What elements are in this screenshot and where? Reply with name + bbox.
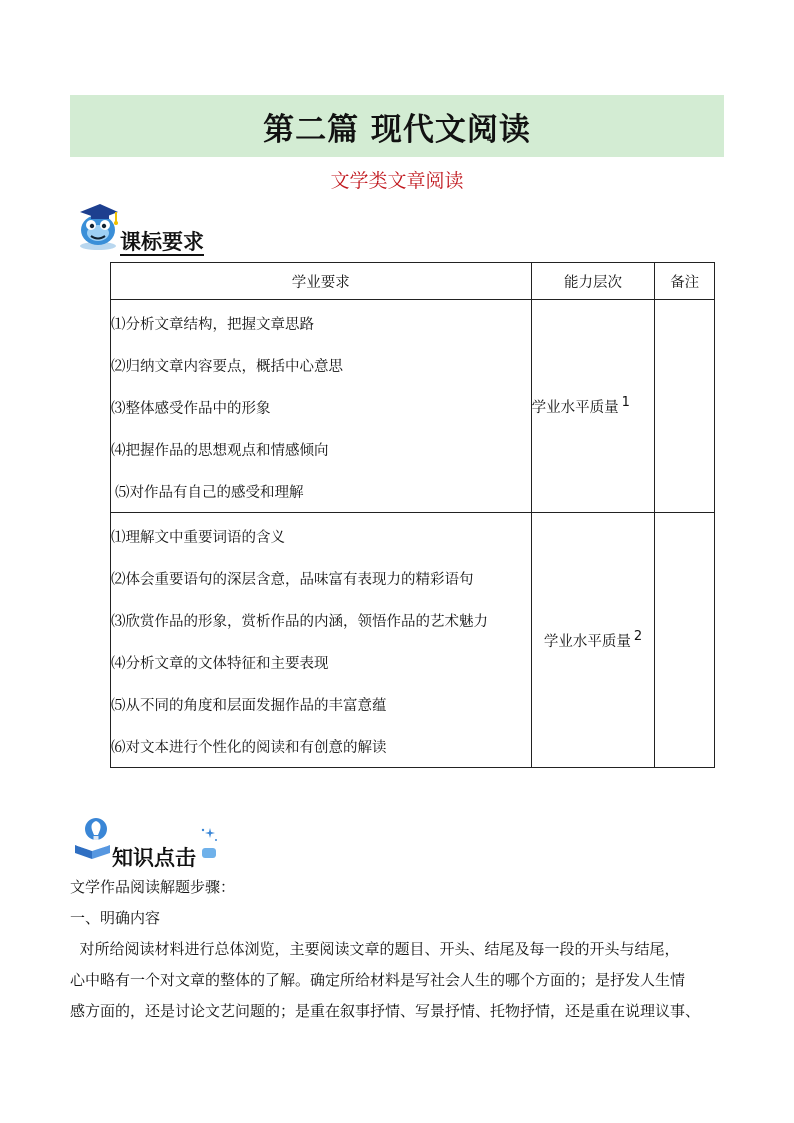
requirement-item: ⑹对文本进行个性化的阅读和有创意的解读 bbox=[111, 740, 387, 756]
intro-text: 文学作品阅读解题步骤： bbox=[70, 878, 236, 896]
ability-level-number: 1 bbox=[621, 395, 630, 411]
ability-level: 学业水平质量 bbox=[531, 399, 619, 416]
requirement-item: ⑵归纳文章内容要点，概括中心意思 bbox=[111, 359, 343, 375]
title-band bbox=[70, 95, 724, 157]
sparkle-icon bbox=[198, 826, 220, 860]
paragraph-line: 对所给阅读材料进行总体浏览，主要阅读文章的题目、开头、结尾及每一段的开头与结尾， bbox=[70, 940, 680, 958]
ability-level-cell bbox=[531, 513, 655, 768]
table-header-cell: 能力层次 bbox=[531, 263, 655, 300]
table-row bbox=[111, 513, 715, 768]
mascot-graduate-icon bbox=[74, 200, 122, 252]
table-header-cell: 学业要求 bbox=[111, 263, 532, 300]
requirement-item: ⑷把握作品的思想观点和情感倾向 bbox=[111, 443, 329, 459]
requirements-cell bbox=[111, 300, 532, 513]
table-header-row bbox=[111, 263, 715, 300]
body-content bbox=[70, 872, 730, 1027]
requirements-table bbox=[110, 262, 715, 768]
requirement-item: ⑶整体感受作品中的形象 bbox=[111, 401, 271, 417]
requirement-item: ⑴理解文中重要词语的含义 bbox=[111, 530, 285, 546]
requirement-item: ⑸对作品有自己的感受和理解 bbox=[115, 485, 304, 501]
ability-level: 学业水平质量 bbox=[543, 633, 631, 650]
note-cell bbox=[655, 300, 715, 513]
requirement-item: ⑶欣赏作品的形象，赏析作品的内涵，领悟作品的艺术魅力 bbox=[111, 614, 488, 630]
requirement-item: ⑸从不同的角度和层面发掘作品的丰富意蕴 bbox=[111, 698, 387, 714]
heading-clarify-content: 一、明确内容 bbox=[70, 909, 161, 927]
ability-level-number: 2 bbox=[633, 629, 643, 645]
table-header-cell: 备注 bbox=[655, 263, 715, 300]
requirement-item: ⑴分析文章结构，把握文章思路 bbox=[111, 317, 314, 333]
book-lightbulb-icon bbox=[72, 815, 114, 861]
ability-level-cell bbox=[531, 300, 655, 513]
note-cell bbox=[655, 513, 715, 768]
paragraph-line: 感方面的，还是讨论文艺问题的；是重在叙事抒情、写景抒情、托物抒情，还是重在说理议事、 bbox=[70, 1002, 701, 1020]
table-row bbox=[111, 300, 715, 513]
page-subtitle: 文学类文章阅读 bbox=[330, 170, 464, 192]
page-title: 第二篇 现代文阅读 bbox=[263, 111, 531, 148]
requirement-item: ⑷分析文章的文体特征和主要表现 bbox=[111, 656, 329, 672]
section-title-standards: 课标要求 bbox=[120, 230, 204, 254]
requirements-cell bbox=[111, 513, 532, 768]
section-title-knowledge: 知识点击 bbox=[112, 846, 196, 870]
requirement-item: ⑵体会重要语句的深层含意，品味富有表现力的精彩语句 bbox=[111, 572, 474, 588]
paragraph-line: 心中略有一个对文章的整体的了解。确定所给材料是写社会人生的哪个方面的；是抒发人生情 bbox=[70, 971, 686, 989]
